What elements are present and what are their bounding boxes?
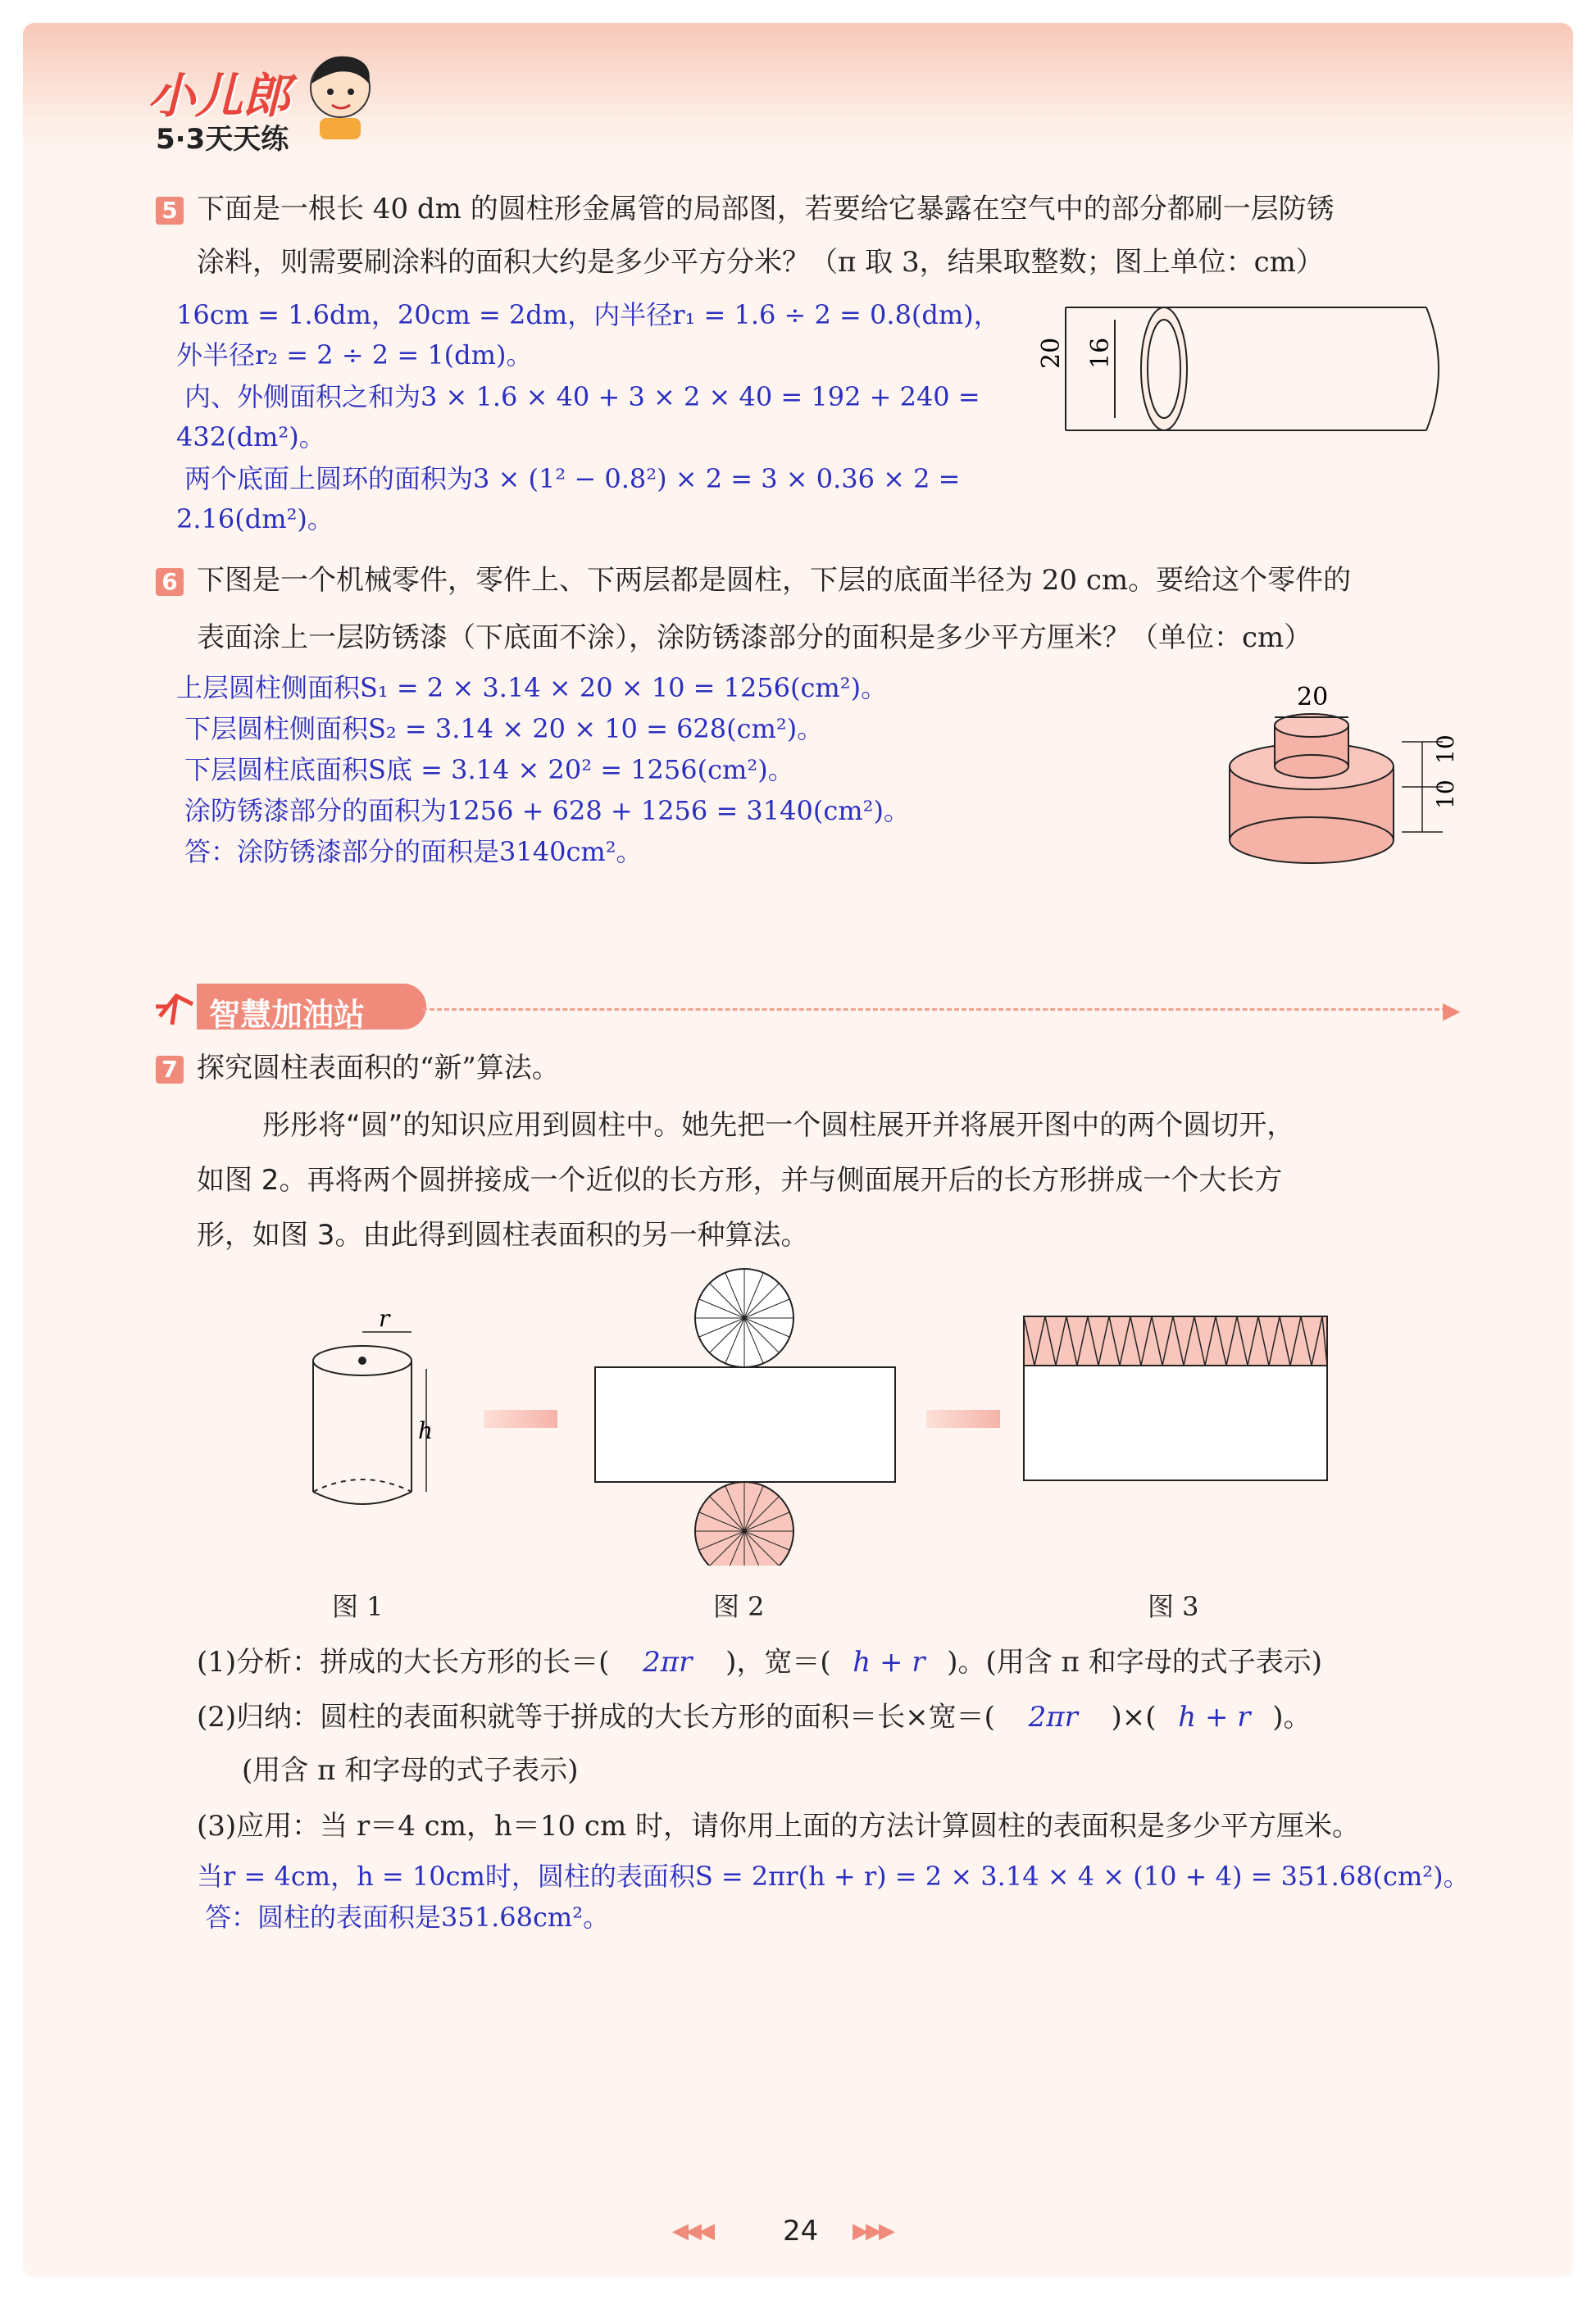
part1-answer-length: 2πr — [643, 1646, 693, 1679]
q5-answer-line: 内、外侧面积之和为3 × 1.6 × 40 + 3 × 2 × 40 = 192 + 240 = — [184, 381, 980, 412]
part2-answer-length: 2πr — [1028, 1701, 1078, 1734]
part2-middle: )×( — [1111, 1701, 1157, 1734]
arrow-icon — [926, 1410, 1000, 1428]
pipe-outer-label: 20 — [1037, 337, 1066, 369]
next-page-arrows-icon: ▶▶▶ — [853, 2219, 892, 2243]
q5-line2: 涂料，则需要刷涂料的面积大约是多少平方分米？（π 取 3，结果取整数；图上单位：cm） — [197, 246, 1324, 279]
mascot-icon — [303, 51, 377, 141]
cylinder-h-label: h — [418, 1417, 434, 1444]
figure-3-label: 图 3 — [1148, 1591, 1199, 1622]
q5-answer-line: 2.16(dm²)。 — [176, 503, 334, 534]
prev-page-arrows-icon: ◀◀◀ — [672, 2219, 712, 2243]
part1-suffix: )。(用含 π 和字母的式子表示) — [947, 1646, 1322, 1679]
q7-answer-line: 当r = 4cm，h = 10cm时，圆柱的表面积S = 2πr(h + r) = 2 × 3.14 × 4 × (10 + 4) = 351.68(cm²)。 — [197, 1861, 1470, 1892]
part2-suffix: )。 — [1272, 1701, 1312, 1734]
part1-prefix: (1)分析：拼成的大长方形的长＝( — [197, 1646, 610, 1679]
big-rectangle-figure — [1021, 1311, 1332, 1492]
unfolded-cylinder-figure — [590, 1262, 902, 1566]
chevron-right-icon: ▶ — [1443, 997, 1461, 1024]
q7-paragraph: 形，如图 3。由此得到圆柱表面积的另一种算法。 — [197, 1219, 809, 1252]
question-number-badge: 7 — [156, 1056, 184, 1084]
q7-part2-note: (用含 π 和字母的式子表示) — [242, 1754, 579, 1787]
q5-answer-line: 432(dm²)。 — [176, 421, 325, 452]
q7-part3: (3)应用：当 r＝4 cm，h＝10 cm 时，请你用上面的方法计算圆柱的表面积是多少平方厘米。 — [197, 1810, 1360, 1843]
q6-answer-line: 下层圆柱侧面积S₂ = 3.14 × 20 × 10 = 628(cm²)。 — [184, 713, 824, 744]
arrow-icon — [484, 1410, 557, 1428]
q5-answer-line: 两个底面上圆环的面积为3 × (1² − 0.8²) × 2 = 3 × 0.36 × 2 = — [184, 463, 961, 494]
runner-icon — [152, 984, 201, 1030]
q7-part1 — [197, 1646, 1322, 1679]
q6-answer-line: 下层圆柱底面积S底 = 3.14 × 20² = 1256(cm²)。 — [184, 754, 794, 785]
q6-answer-line: 涂防锈漆部分的面积为1256 + 628 + 1256 = 3140(cm²)。 — [184, 795, 910, 826]
pipe-inner-label: 16 — [1086, 337, 1115, 369]
q7-paragraph: 彤彤将“圆”的知识应用到圆柱中。她先把一个圆柱展开并将展开图中的两个圆切开， — [262, 1109, 1295, 1142]
q6-line1: 下图是一个机械零件，零件上、下两层都是圆柱，下层的底面半径为 20 cm。要给这个零件的 — [197, 564, 1352, 597]
series-name: 5·3天天练 — [156, 123, 289, 156]
q7-paragraph: 如图 2。再将两个圆拼接成一个近似的长方形，并与侧面展开后的长方形拼成一个大长方 — [197, 1164, 1283, 1197]
q7-part2 — [197, 1701, 1311, 1734]
q6-answer-line: 答：涂防锈漆部分的面积是3140cm²。 — [184, 836, 643, 867]
figure-2-label: 图 2 — [713, 1591, 765, 1622]
section-title: 智慧加油站 — [209, 997, 366, 1033]
part-h2-label: 10 — [1432, 780, 1459, 809]
part2-answer-width: h + r — [1178, 1701, 1251, 1734]
pipe-figure — [1033, 295, 1459, 443]
part2-prefix: (2)归纳：圆柱的表面积就等于拼成的大长方形的面积＝长×宽＝( — [197, 1701, 995, 1734]
q6-line2: 表面涂上一层防锈漆（下底面不涂），涂防锈漆部分的面积是多少平方厘米？（单位：cm） — [197, 621, 1312, 654]
part-h1-label: 10 — [1432, 734, 1459, 764]
page-number: 24 — [783, 2215, 819, 2248]
q5-line1: 下面是一根长 40 dm 的圆柱形金属管的局部图，若要给它暴露在空气中的部分都刷一层防锈 — [197, 193, 1335, 225]
machine-part-figure — [1221, 672, 1467, 869]
question-number-badge: 6 — [156, 568, 184, 596]
q6-answer-line: 上层圆柱侧面积S₁ = 2 × 3.14 × 20 × 10 = 1256(cm²)。 — [176, 672, 888, 703]
brand-logo: 小儿郎 — [148, 68, 291, 124]
q5-answer-line: 外半径r₂ = 2 ÷ 2 = 1(dm)。 — [176, 339, 533, 370]
part1-answer-width: h + r — [853, 1646, 925, 1679]
part-top-label: 20 — [1297, 683, 1329, 711]
section-divider — [422, 1008, 1447, 1011]
q7-answer-line: 答：圆柱的表面积是351.68cm²。 — [205, 1902, 610, 1933]
q5-answer-line: 16cm = 1.6dm，20cm = 2dm，内半径r₁ = 1.6 ÷ 2 = 0.8(dm)， — [176, 299, 1000, 330]
question-number-badge: 5 — [156, 197, 184, 225]
cylinder-r-label: r — [379, 1305, 390, 1332]
part1-middle: )，宽＝( — [725, 1646, 831, 1679]
q7-title: 探究圆柱表面积的“新”算法。 — [197, 1052, 560, 1084]
cylinder-figure — [303, 1303, 467, 1516]
figure-1-label: 图 1 — [332, 1591, 384, 1622]
